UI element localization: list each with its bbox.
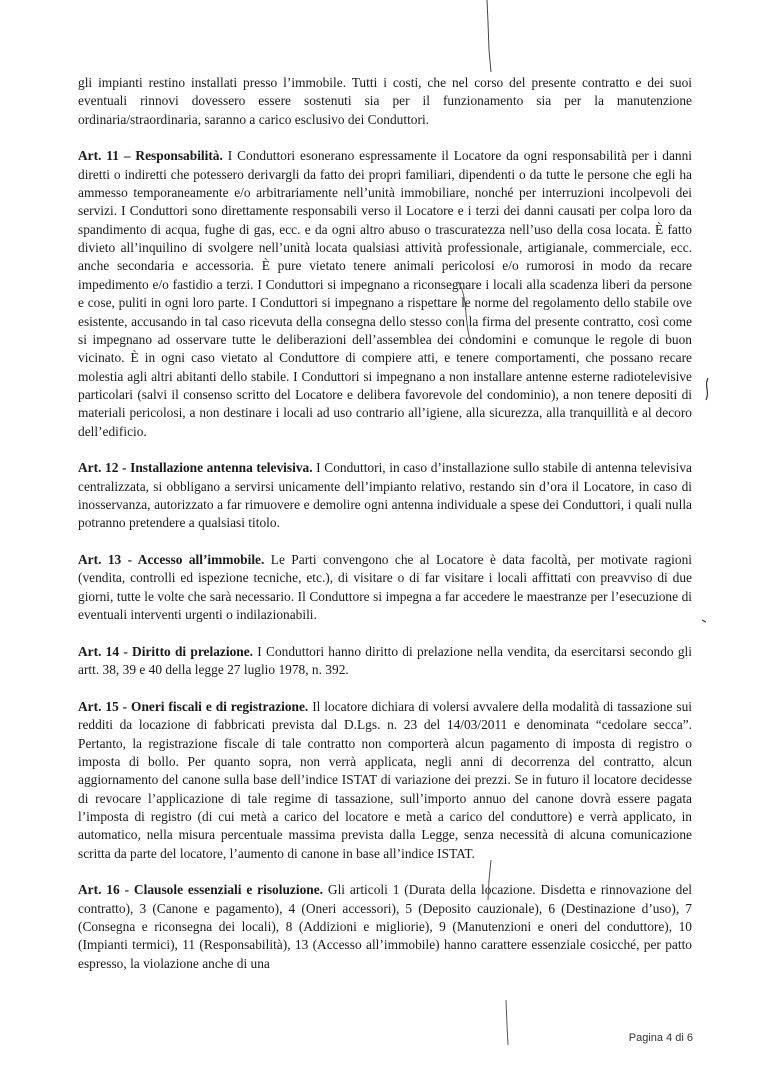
article-11 xyxy=(78,147,692,441)
page-number: Pagina 4 di 6 xyxy=(628,1032,693,1044)
article-16 xyxy=(78,881,692,973)
article-heading: Art. 16 - Clausole essenziali e risoluzione. xyxy=(78,882,324,898)
margin-mark-right xyxy=(706,378,708,400)
article-14 xyxy=(78,643,692,680)
article-heading: Art. 15 - Oneri fiscali e di registrazione. xyxy=(78,698,309,714)
article-heading: Art. 11 – Responsabilità. xyxy=(78,148,223,164)
article-text: Il locatore dichiara di volersi avvalere della modalità di tassazione sui redditi da locazione di fabbricati prevista dal D.Lgs. n. 23 del 14/03/2011 e denominata “cedolare secca”. Pertanto, la registrazione fiscale di tale contratto non comporterà alcun pagamento di imposta di registro o imposta di bollo. Per quanto sopra, non verrà applicata, negli anni di decorrenza del contratto, alcun aggiornamento del canone sulla base dell’indice ISTAT di variazione dei prezzi. Se in futuro il locatore decidesse di revocare l’applicazione di tale regime di tassazione, sull’importo annuo del canone dovrà essere pagata l’imposta di registro (di cui metà a carico del locatore e metà a carico del conduttore) e verrà applicato, in automatico, nella misura percentuale massima prevista dalla Legge, senza necessità di alcuna comunicazione scritta da parte del locatore, l’aumento di canone in base all’indice ISTAT. xyxy=(78,698,692,861)
article-text: I Conduttori esonerano espressamente il Locatore da ogni responsabilità per i danni diretti o indiretti che potessero derivargli da fatto dei propri familiari, dipendenti o da tutte le persone che egli ha ammesso temporaneamente e/o arbitrariamente nell’unità immobiliare, nonché per interruzioni incolpevoli dei servizi. I Conduttori sono direttamente responsabili verso il Locatore e i terzi dei danni causati per colpa loro da spandimento di acqua, fughe di gas, ecc. e da ogni altro abuso o trascuratezza nell’uso della cosa locata. È fatto divieto all’inquilino di svolgere nell’unità locata qualsiasi attività professionale, artigianale, commerciale, ecc. anche secondaria e accessoria. È pure vietato tenere animali pericolosi e/o rumorosi in modo da recare impedimento e/o fastidio a terzi. I Conduttori si impegnano a riconsegnare i locali alla scadenza liberi da persone e cose, puliti in ogni loro parte. I Conduttori si impegnano a rispettare le norme del regolamento dello stabile ove esistente, accusando in tal caso ricevuta della consegna dello stesso con la firma del presente contratto, così come si impegnano ad osservare tutte le deliberazioni dell’assemblea dei condomini e comunque le regole di buon vicinato. È in ogni caso vietato al Conduttore di compiere atti, e tenere comportamenti, che possano recare molestia agli altri abitanti dello stabile. I Conduttori si impegnano a non installare antenne esterne radiotelevisive particolari (salvi il consenso scritto del Locatore e delibera favorevole del condominio), a non tenere depositi di materiali pericolosi, a non destinare i locali ad uso contrario all’igiene, alla sicurezza, alla tranquillità e al decoro dell’edificio. xyxy=(78,148,692,439)
article-text: Gli articoli 1 (Durata della locazione. Disdetta e rinnovazione del contratto), 3 (Canone e pagamento), 4 (Oneri accessori), 5 (Deposito cauzionale), 6 (Destinazione d’uso), 7 (Consegna e riconsegna dei locali), 8 (Addizioni e migliorie), 9 (Manutenzioni e oneri del conduttore), 10 (Impianti termici), 11 (Responsabilità), 13 (Accesso all’immobile) hanno carattere essenziale cosicché, per patto espresso, la violazione anche di una xyxy=(78,882,692,971)
article-12 xyxy=(78,459,692,532)
document-body xyxy=(78,74,692,992)
margin-tick-right xyxy=(702,620,706,622)
article-heading: Art. 14 - Diritto di prelazione. xyxy=(78,643,254,659)
paragraph-text: gli impianti restino installati presso l’immobile. Tutti i costi, che nel corso del presente contratto e dei suoi eventuali rinnovi dovessero essere sostenuti sia per il funzionamento sia per la manutenzione ordinaria/straordinaria, saranno a carico esclusivo dei Conduttori. xyxy=(78,75,692,127)
article-text: Le Parti convengono che al Locatore è data facoltà, per motivate ragioni (vendita, controlli ed ispezione tecniche, etc.), di visitare o di far visitare i locali affittati con preavviso di due giorni, tutte le volte che sarà necessario. Il Conduttore si impegna a far accedere le maestranze per l’esecuzione di eventuali interventi urgenti o indilazionabili. xyxy=(78,552,692,623)
article-heading: Art. 13 - Accesso all’immobile. xyxy=(78,552,265,568)
paragraph-continuation xyxy=(78,74,692,129)
article-text: I Conduttori, in caso d’installazione sullo stabile di antenna televisiva centralizzata, si obbligano a servirsi unicamente dell’impianto relativo, restando sin d’ora il Locatore, in caso di inosservanza, autorizzato a far rimuovere e demolire ogni antenna individuale a spese dei Conduttori, i quali nulla potranno pretendere a qualsiasi titolo. xyxy=(78,460,692,531)
article-text: I Conduttori hanno diritto di prelazione nella vendita, da esercitarsi secondo gli artt. 38, 39 e 40 della legge 27 luglio 1978, n. 392. xyxy=(78,643,692,678)
pen-stroke-top xyxy=(487,0,491,72)
pen-stroke-bottom xyxy=(506,1000,508,1045)
article-15 xyxy=(78,698,692,863)
article-13 xyxy=(78,551,692,624)
article-heading: Art. 12 - Installazione antenna televisiva. xyxy=(78,460,313,476)
